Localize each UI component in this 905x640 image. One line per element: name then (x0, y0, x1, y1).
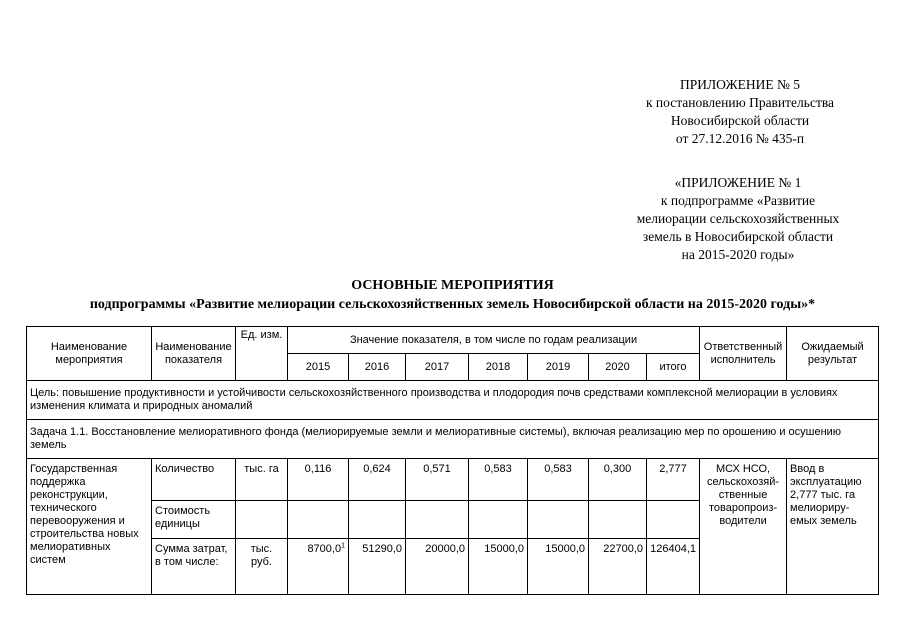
year-header: 2018 (469, 354, 528, 381)
indicator-cell: Стоимость единицы (152, 501, 236, 539)
event-name: Государственная поддержка реконструкции, технического перевооружения и строительства новых мелиоративных систем (27, 459, 152, 595)
annex-1-line: к подпрограмме «Развитие (660, 193, 816, 208)
document-title-sub: подпрограммы «Развитие мелиорации сельскохозяйственных земель Новосибирской области на 2015-2020 годы»* (89, 297, 816, 312)
measures-table (26, 326, 879, 595)
task-text: Задача 1.1. Восстановление мелиоративного фонда (мелиорируемые земли и мелиоративные системы), включая реализацию мер по орошению и осушению земель (27, 420, 879, 459)
year-header: 2020 (589, 354, 647, 381)
header-event: Наименование мероприятия (27, 327, 152, 381)
annex-5-line: к постановлению Правительства (645, 95, 835, 110)
value-cell: 0,571 (406, 459, 469, 501)
header-value: Значение показателя, в том числе по годам реализации (288, 327, 700, 354)
table-row (27, 459, 879, 501)
value-cell (589, 501, 647, 539)
year-header: 2019 (528, 354, 589, 381)
value-cell: 15000,0 (528, 539, 589, 595)
goal-row (27, 381, 879, 420)
annex-1-line: мелиорации сельскохозяйственных (636, 211, 840, 226)
value-cell: 0,624 (349, 459, 406, 501)
annex-5-line: Новосибирской области (670, 113, 810, 128)
total-cell: 126404,1 (647, 539, 700, 595)
value-cell: 51290,0 (349, 539, 406, 595)
year-header: 2017 (406, 354, 469, 381)
year-header: 2015 (288, 354, 349, 381)
value-cell: 22700,0 (589, 539, 647, 595)
annex-5-line: от 27.12.2016 № 435-п (675, 131, 805, 146)
header-indicator: Наименование показателя (152, 327, 236, 381)
header-responsible: Ответственный исполнитель (700, 327, 787, 381)
document-title (0, 276, 905, 314)
value-text: 8700,0 (307, 543, 342, 555)
total-header: итого (647, 354, 700, 381)
responsible-cell: МСХ НСО, сельскохозяй-ственные товаропроиз-водители (700, 459, 787, 595)
value-cell (349, 501, 406, 539)
header-unit: Ед. изм. (236, 327, 288, 381)
value-cell: 0,116 (288, 459, 349, 501)
annex-1-line: на 2015-2020 годы» (681, 247, 795, 262)
value-cell (406, 501, 469, 539)
table-header-row (27, 327, 879, 354)
indicator-cell: Количество (152, 459, 236, 501)
value-cell (469, 501, 528, 539)
unit-cell (236, 501, 288, 539)
value-cell: 0,583 (528, 459, 589, 501)
result-cell: Ввод в эксплуатацию 2,777 тыс. га мелиориру-емых земель (787, 459, 879, 595)
value-cell: 0,300 (589, 459, 647, 501)
annex-5-header (610, 76, 870, 148)
indicator-cell: Сумма затрат, в том числе: (152, 539, 236, 595)
unit-cell: тыс. руб. (236, 539, 288, 595)
value-cell: 0,583 (469, 459, 528, 501)
value-cell: 15000,0 (469, 539, 528, 595)
document-title-main: ОСНОВНЫЕ МЕРОПРИЯТИЯ (351, 278, 554, 293)
value-cell: 20000,0 (406, 539, 469, 595)
footnote-marker: 1 (341, 542, 345, 550)
task-row (27, 420, 879, 459)
value-cell (288, 539, 349, 595)
total-cell: 2,777 (647, 459, 700, 501)
year-header: 2016 (349, 354, 406, 381)
annex-1-header (598, 174, 878, 264)
value-cell (288, 501, 349, 539)
total-cell (647, 501, 700, 539)
unit-cell: тыс. га (236, 459, 288, 501)
annex-5-line: ПРИЛОЖЕНИЕ № 5 (679, 77, 801, 92)
goal-text: Цель: повышение продуктивности и устойчивости сельскохозяйственного производства и плодородия почв средствами комплексной мелиорации в условиях изменения климата и природных аномалий (27, 381, 879, 420)
annex-1-line: «ПРИЛОЖЕНИЕ № 1 (674, 175, 802, 190)
value-cell (528, 501, 589, 539)
annex-1-line: земель в Новосибирской области (642, 229, 834, 244)
header-result: Ожидаемый результат (787, 327, 879, 381)
